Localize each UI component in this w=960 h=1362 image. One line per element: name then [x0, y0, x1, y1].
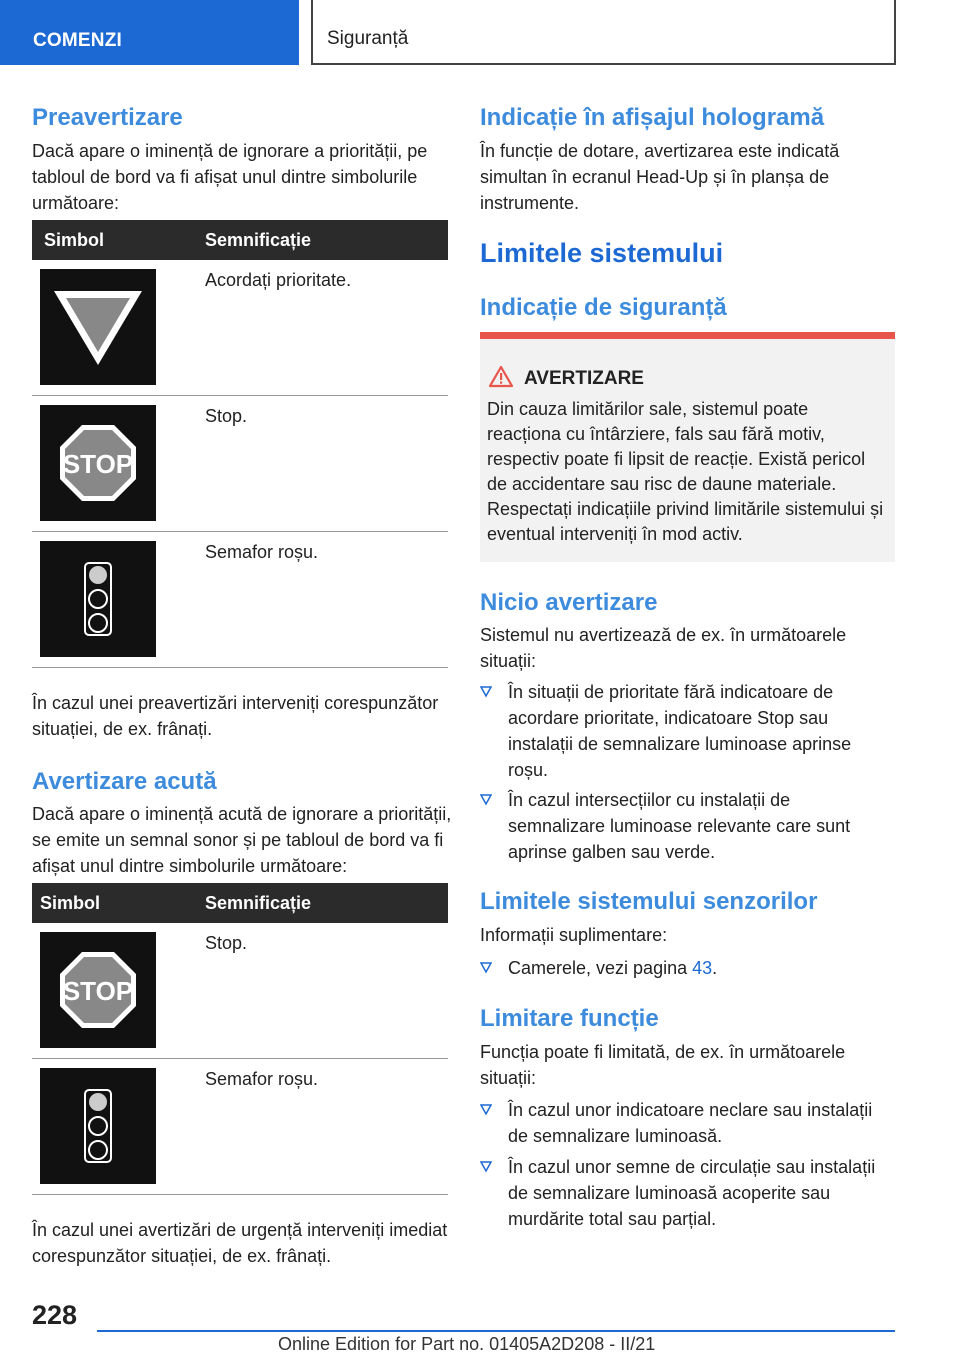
col-symbol: Simbol [40, 893, 101, 913]
acute-after: În cazul unei avertizări de urgență interveniți imediat corespunzător situației, de ex. frânați. [32, 1220, 448, 1266]
list-item [480, 1097, 895, 1149]
table-row [32, 260, 448, 396]
table-row [32, 532, 448, 668]
yield-sign-icon [40, 269, 156, 385]
table-row [32, 1059, 448, 1195]
table-row [32, 396, 448, 532]
ref-suffix: . [712, 958, 718, 978]
nowarn-text: Sistemul nu avertizează de ex. în următoarele situații: [480, 625, 847, 671]
traffic-light-icon [40, 1068, 156, 1184]
bullet-triangle-icon [480, 1104, 492, 1116]
meaning-text: Stop. [205, 406, 248, 426]
list-item [480, 679, 895, 783]
acute-text: Dacă apare o iminență acută de ignorare a priorității, se emite un semnal sonor și pe tabloul de bord va fi afișat unul dintre simbolurile următoare: [32, 804, 452, 876]
list-item [480, 787, 895, 865]
col-meaning: Semnificație [205, 230, 312, 250]
meaning-text: Semafor roșu. [205, 542, 319, 562]
table-header [32, 883, 448, 923]
acute-heading: Avertizare acută [32, 768, 217, 795]
list-item-text: În situații de prioritate fără indicatoare de acordare prioritate, indicatoare Stop sau instalații de semnalizare luminoase aprinse roșu. [508, 682, 852, 780]
page-number: 228 [32, 1300, 78, 1330]
bullet-triangle-icon [480, 1161, 492, 1173]
warning-text: Din cauza limitărilor sale, sistemul poate reacționa cu întârziere, fals sau fără motiv, respectiv poate fi lipsit de reacție. Există pericol de accidentare sau risc de daune materiale. Respectați indicațiile privind limitările sistemului și eventual interveniți în mod activ. [487, 399, 884, 544]
list-item-text: În cazul intersecțiilor cu instalații de semnalizare luminoase relevante care sunt aprinse galben sau verde. [508, 790, 851, 862]
col-symbol: Simbol [44, 230, 105, 250]
table-header [32, 220, 448, 260]
meaning-text: Stop. [205, 933, 248, 953]
bullet-triangle-icon [480, 686, 492, 698]
limits-heading: Limitele sistemului [480, 238, 724, 268]
warning-label: AVERTIZARE [524, 368, 644, 389]
page-link[interactable]: 43 [692, 958, 713, 978]
sensor-heading: Limitele sistemului senzorilor [480, 888, 818, 915]
list-item-text: În cazul unor semne de circulație sau instalații de semnalizare luminoasă acoperite sau murdărite total sau parțial. [508, 1157, 876, 1229]
nowarn-heading: Nicio avertizare [480, 589, 658, 616]
preavertizare-heading: Preavertizare [32, 104, 183, 131]
list-item [480, 955, 895, 981]
sensor-text: Informații suplimentare: [480, 925, 668, 945]
stop-sign-icon [40, 405, 156, 521]
symbol-table-1 [32, 220, 448, 668]
preavertizare-after: În cazul unei preavertizări interveniți corespunzător situației, de ex. frânați. [32, 693, 439, 739]
func-text: Funcția poate fi limitată, de ex. în următoarele situații: [480, 1042, 846, 1088]
table-row [32, 923, 448, 1059]
ref-prefix: Camerele, vezi pagina [508, 958, 688, 978]
warning-icon [488, 365, 514, 393]
meaning-text: Acordați prioritate. [205, 270, 352, 290]
list-item-text: În cazul unor indicatoare neclare sau instalații de semnalizare luminoasă. [508, 1100, 873, 1146]
preavertizare-text: Dacă apare o iminență de ignorare a priorității, pe tabloul de bord va fi afișat unul dintre simbolurile următoare: [32, 141, 428, 213]
func-heading: Limitare funcție [480, 1005, 659, 1032]
symbol-table-2 [32, 883, 448, 1195]
section-tab[interactable]: COMENZI [0, 0, 299, 65]
holo-text: În funcție de dotare, avertizarea este indicată simultan în ecranul Head-Up și în planșa de instrumente. [480, 141, 840, 213]
chapter-title: Siguranță [311, 0, 896, 65]
bullet-triangle-icon [480, 962, 492, 974]
bullet-triangle-icon [480, 794, 492, 806]
svg-text:STOP: STOP [62, 976, 134, 1006]
list-item-text [508, 955, 888, 981]
list-item [480, 1154, 895, 1232]
footer-divider [97, 1330, 895, 1332]
svg-text:STOP: STOP [62, 449, 134, 479]
traffic-light-icon [40, 541, 156, 657]
col-meaning: Semnificație [205, 893, 312, 913]
stop-sign-icon [40, 932, 156, 1048]
safety-heading: Indicație de siguranță [480, 294, 727, 321]
edition-text: Online Edition for Part no. 01405A2D208 - II/21 [278, 1334, 656, 1354]
meaning-text: Semafor roșu. [205, 1069, 319, 1089]
holo-heading: Indicație în afișajul hologramă [480, 104, 825, 131]
warning-box [480, 332, 895, 562]
